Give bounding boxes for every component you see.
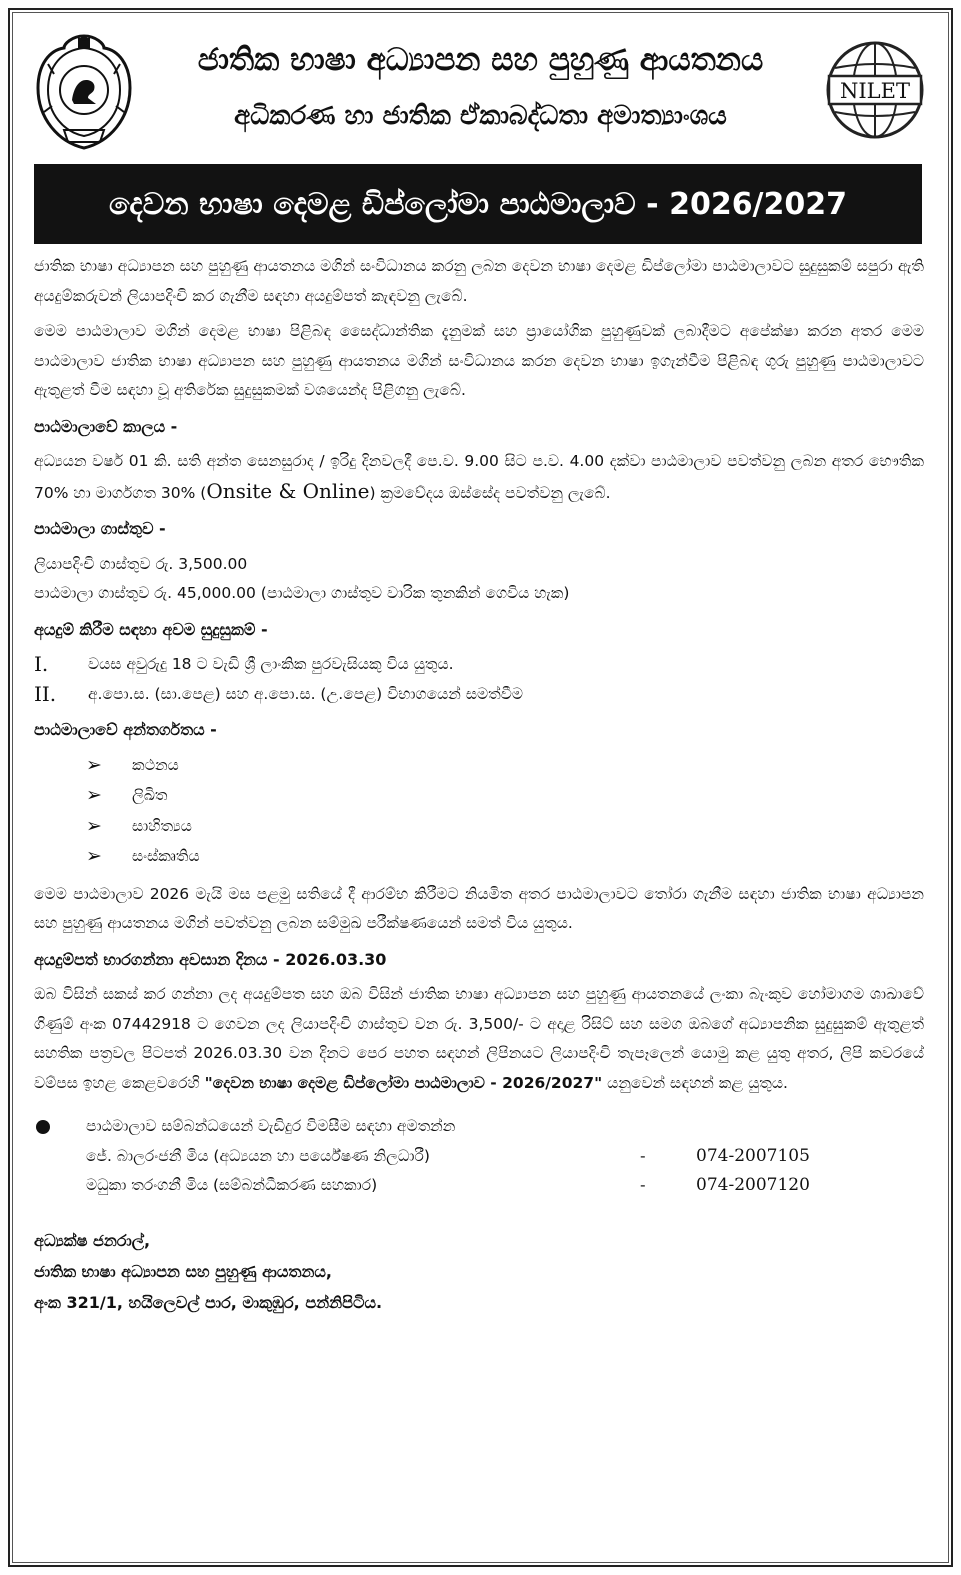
qualification-item [34,650,924,680]
duration-heading: පාඨමාලාවේ කාලය - [34,416,178,436]
nilet-logo-icon [823,38,927,142]
duration-text-a: අධ්‍යයන වර්ෂ 01 කි. සති අන්ත සෙනසුරාද / ඉරිදු දිනවලදී පෙ.ව. 9.00 සිට ප.ව. 4.00 දක්වා පාඨමාලාව පවත්වනු ලබන අතර භෞතික 70% හා මාර්ගගත 30% ( [34,452,924,502]
course-title: දෙවන භාෂා දෙමළ ඩිප්ලෝමා පාඨමාලාව - 2026/2027 [108,186,848,222]
content-item-label: කථනය [132,755,179,774]
arrow-bullet-icon: ➢ [86,845,102,867]
contents-heading: පාඨමාලාවේ අන්තර්ගතය - [34,720,217,739]
street-address: අංක 321/1, හයිලෙවල් පාර, මාකුඹුර, පන්නිපිටිය. [34,1292,383,1312]
arrow-bullet-icon: ➢ [86,753,102,776]
contact-name: මධුකා තරංගනී මිය (සම්බන්ධීකරණ සහකාර) [86,1176,378,1194]
header [34,34,927,154]
application-instructions [34,980,924,1098]
institute-address-name: ජාතික භාෂා අධ්‍යාපන සහ පුහුණු ආයතනය, [34,1261,332,1281]
deadline-heading: අයදුම්පත් භාරගන්නා අවසාන දිනය - 2026.03.30 [34,949,387,969]
intro-paragraph-2: මෙම පාඨමාලාව මගින් දෙමළ භාෂා පිළිබඳ සෛද්ධාන්තික දැනුමක් සහ ප්‍රායෝගික පුහුණුවක් ලබාදීමට අපේක්ෂා කරන අතර මෙම පාඨමාලාව ජාතික භාෂා අධ්‍යාපන සහ පුහුණු ආයතනය මගින් සංවිධානය කරන දෙවන භාෂා ඉගැන්වීම පිළිබඳ ගුරු පුහුණු පාඨමාලාවට ඇතුළත් වීම සඳහා වූ අතිරේක සුදුසුකමක් වශයෙන්ද පිළිගනු ලැබේ. [34,322,924,399]
duration-text-b: ) ක්‍රමවේදය ඔස්සේද පවත්වනු ලැබේ. [369,483,611,502]
content-list-item [86,842,924,872]
qualification-number: II. [34,681,57,706]
contacts-section [34,1112,924,1201]
address-block [34,1225,924,1318]
contacts-intro: පාඨමාලාව සම්බන්ධයෙන් වැඩිදුර විමසීම සඳහා අමතන්න [86,1117,456,1135]
director-general: අධ්‍යක්ෂ ජනරාල්, [34,1230,151,1250]
contact-dash: - [640,1146,646,1165]
instructions-text-b: යනුවෙන් සඳහන් කළ යුතුය. [602,1073,788,1092]
qualification-text: අ.පො.ස. (සා.පෙළ) සහ අ.පො.ස. (උ.පෙළ) විභාගයෙන් සමත්වීම [88,684,523,703]
content-item-label: සංස්කෘතිය [132,847,200,865]
course-fee: පාඨමාලා ගාස්තුව රු. 45,000.00 (පාඨමාලා ගාස්තුව වාරික තුනකින් ගෙවිය හැක) [34,584,570,602]
institute-title: ජාතික භාෂා අධ්‍යාපන සහ පුහුණු ආයතනය [197,42,764,78]
ministry-title: අධිකරණ හා ජාතික ඒකාබද්ධතා අමාත්‍යාංශය [234,101,727,131]
contact-phone: 074-2007105 [696,1145,810,1166]
content-list-item [86,751,924,781]
contacts-intro-row [34,1112,924,1142]
contact-row [86,1171,924,1201]
contact-phone: 074-2007120 [696,1175,810,1195]
contact-dash: - [640,1176,646,1194]
logo-text: NILET [840,79,910,103]
delivery-mode: Onsite & Online [206,478,370,503]
start-note: මෙම පාඨමාලාව 2026 මැයි මස පළමු සතියේ දී ආරම්භ කිරීමට නියමිත අතර පාඨමාලාවට තෝරා ගැනීම සඳහා ජාතික භාෂා අධ්‍යාපන සහ පුහුණු ආයතනය මගින් පවත්වනු ලබන සම්මුඛ පරීක්ෂණයෙන් සමත් විය යුතුය. [34,884,924,932]
sri-lanka-emblem-icon [34,34,134,150]
content-item-label: ලිඛිත [132,786,168,804]
intro-paragraph-1: ජාතික භාෂා අධ්‍යාපන සහ පුහුණු ආයතනය මගින් සංවිධානය කරනු ලබන දෙවන භාෂා දෙමළ ඩිප්ලෝමා පාඨමාලාවට සුදුසුකම් සපුරා ඇති අයදුම්කරුවන් ලියාපදිංචි කර ගැනීම සඳහා අයදුම්පත් කැඳවනු ලැබේ. [34,257,924,305]
content-list-item [86,781,924,811]
qualification-number: I. [34,652,49,676]
qualification-text: වයස අවුරුදු 18 ට වැඩි ශ්‍රී ලාංකික පුරවැසියකු විය යුතුය. [88,655,454,673]
main-content [34,252,924,1318]
arrow-bullet-icon: ➢ [86,814,102,837]
qualifications-heading: අයදුම් කිරීම සඳහා අවම සුදුසුකම් - [34,619,268,639]
contact-name: ජේ. බාලරංජනී මිය (අධ්‍යයන හා පර්යේෂණ නිලධාරී) [86,1146,430,1165]
fees-heading: පාඨමාලා ගාස්තුව - [34,519,166,538]
content-item-label: සාහිත්‍යය [132,816,192,835]
registration-fee: ලියාපදිංචි ගාස්තුව රු. 3,500.00 [34,554,248,573]
course-title-banner [34,164,922,244]
instructions-text-a: ඔබ විසින් සකස් කර ගන්නා ලද අයදුම්පත සහ ඔබ විසින් ජාතික භාෂා අධ්‍යාපන සහ පුහුණු ආයතනයේ ලංකා බැංකුව හෝමාගම ශාඛාවේ ගිණුම් අංක 07442918 ට ගෙවන ලද ලියාපදිංචි ගාස්තුව වන රු. 3,500/- ට අදාළ රිසිට් සහ සමග ඔබගේ අධ්‍යාපනික සුදුසුකම් ඇතුළත් සහතික පත්‍රවල පිටපත් 2026.03.30 වන දිනට පෙර පහත සඳහන් ලිපිනයට ලියාපදිංචි තැපෑලෙන් යොමු කළ යුතු අතර, ලිපි කවරයේ වම්පස ඉහළ කෙළවරෙහි [34,985,924,1092]
duration-text [34,447,924,508]
arrow-bullet-icon: ➢ [86,784,102,806]
contact-row [86,1142,924,1172]
qualification-item [34,680,924,710]
content-list-item [86,812,924,842]
envelope-label: "දෙවන භාෂා දෙමළ ඩිප්ලෝමා පාඨමාලාව - 2026/2027" [204,1073,603,1092]
bullet-icon [36,1120,50,1134]
